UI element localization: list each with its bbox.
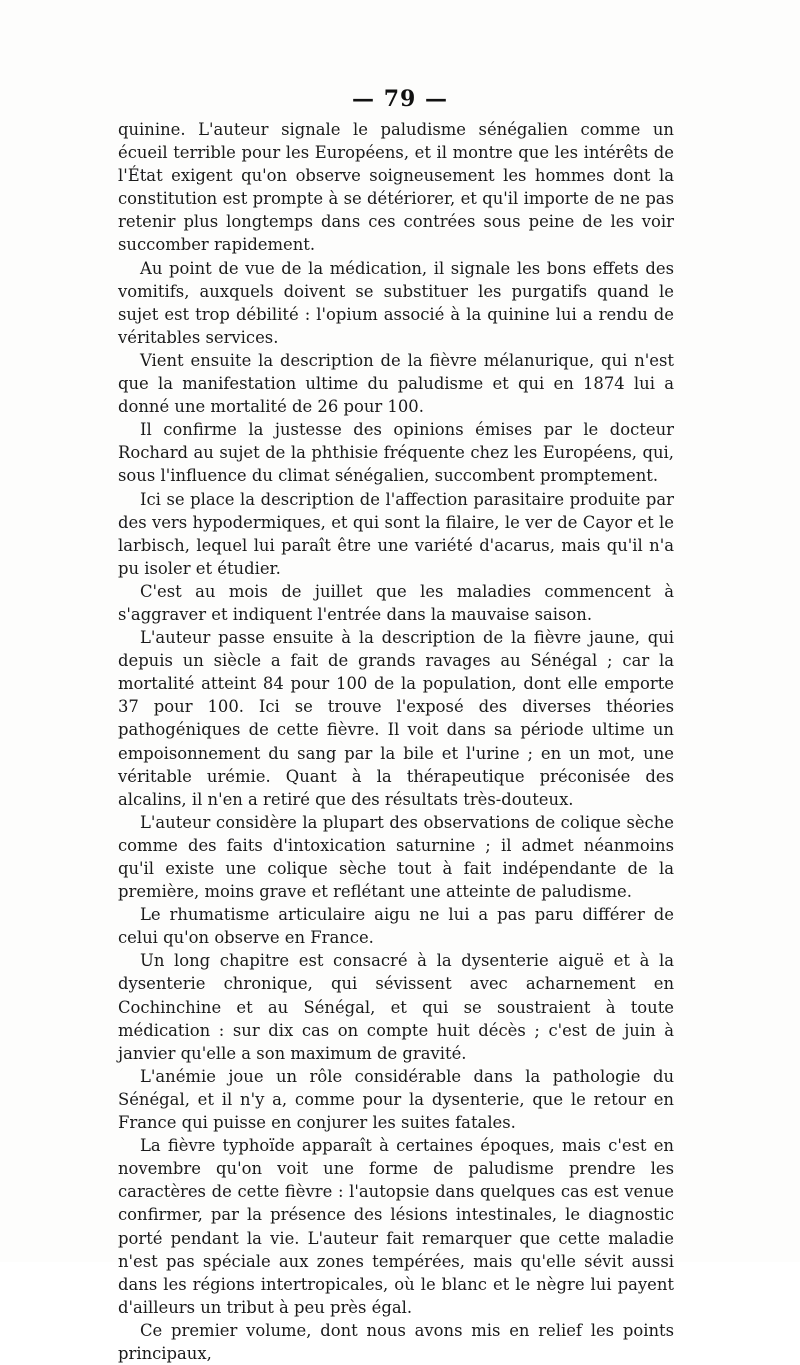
paragraph-1: quinine. L'auteur signale le paludisme sénégalien comme un écueil terrible pour les Européens, et il montre que les intérêts de l'État exigent qu'on observe soigneusement les hommes dont la constitution est prompte à se détériorer, et qu'il importe de ne pas retenir plus longtemps dans ces contrées sous peine de les voir succomber rapidement. — [118, 120, 674, 255]
paragraph-10: Un long chapitre est consacré à la dysenterie aiguë et à la dysenterie chronique, qui sévissent avec acharnement en Cochinchine et au Sénégal, et qui se soustraient à toute médication : sur dix cas on compte huit décès ; c'est de juin à janvier qu'elle a son maximum de gravité. — [118, 951, 674, 1063]
paragraph-7: L'auteur passe ensuite à la description de la fièvre jaune, qui depuis un siècle a fait de grands ravages au Sénégal ; car la mortalité atteint 84 pour 100 de la population, dont elle emporte 37 pour 100. Ici se trouve l'exposé des diverses théories pathogéniques de cette fièvre. Il voit dans sa période ultime un empoisonnement du sang par la bile et l'urine ; en un mot, une véritable urémie. Quant à la thérapeutique préconisée des alcalins, il n'en a retiré que des résultats très-douteux. — [118, 628, 674, 809]
paragraph-3: Vient ensuite la description de la fièvre mélanurique, qui n'est que la manifestation ultime du paludisme et qui en 1874 lui a donné une mortalité de 26 pour 100. — [118, 350, 674, 417]
paragraph-5: Ici se place la description de l'affection parasitaire produite par des vers hypodermiques, et qui sont la filaire, le ver de Cayor et le larbisch, lequel lui paraît être une variété d'acarus, mais qu'il n'a pu isoler et étudier. — [118, 489, 674, 578]
paragraph-12: La fièvre typhoïde apparaît à certaines époques, mais c'est en novembre qu'on voit une forme de paludisme prendre les caractères de cette fièvre : l'autopsie dans quelques cas est venue confirmer, par la présence des lésions intestinales, le diagnostic porté pendant la vie. L'auteur fait remarquer que cette maladie n'est pas spéciale aux zones tempérées, mais qu'elle sévit aussi dans les régions intertropicales, où le blanc et le nègre lui payent d'ailleurs un tribut à peu près égal. — [118, 1136, 674, 1317]
paragraph-11: L'anémie joue un rôle considérable dans la pathologie du Sénégal, et il n'y a, comme pour la dysenterie, que le retour en France qui puisse en conjurer les suites fatales. — [118, 1066, 674, 1133]
paragraph-8: L'auteur considère la plupart des observations de colique sèche comme des faits d'intoxication saturnine ; il admet néanmoins qu'il existe une colique sèche tout à fait indépendante de la première, moins grave et reflétant une atteinte de paludisme. — [118, 812, 674, 902]
paragraph-6: C'est au mois de juillet que les maladies commencent à s'aggraver et indiquent l'entrée dans la mauvaise saison. — [118, 581, 674, 624]
page-number: — 79 — — [352, 86, 448, 112]
body-text — [118, 118, 674, 1365]
paragraph-4: Il confirme la justesse des opinions émises par le docteur Rochard au sujet de la phthisie fréquente chez les Européens, qui, sous l'influence du climat sénégalien, succombent promptement. — [118, 420, 674, 486]
paragraph-2: Au point de vue de la médication, il signale les bons effets des vomitifs, auxquels doivent se substituer les purgatifs quand le sujet est trop débilité : l'opium associé à la quinine lui a rendu de véritables services. — [118, 258, 674, 347]
paragraph-9: Le rhumatisme articulaire aigu ne lui a pas paru différer de celui qu'on observe en France. — [118, 905, 674, 948]
paragraph-13: Ce premier volume, dont nous avons mis en relief les points principaux, — [118, 1320, 674, 1363]
